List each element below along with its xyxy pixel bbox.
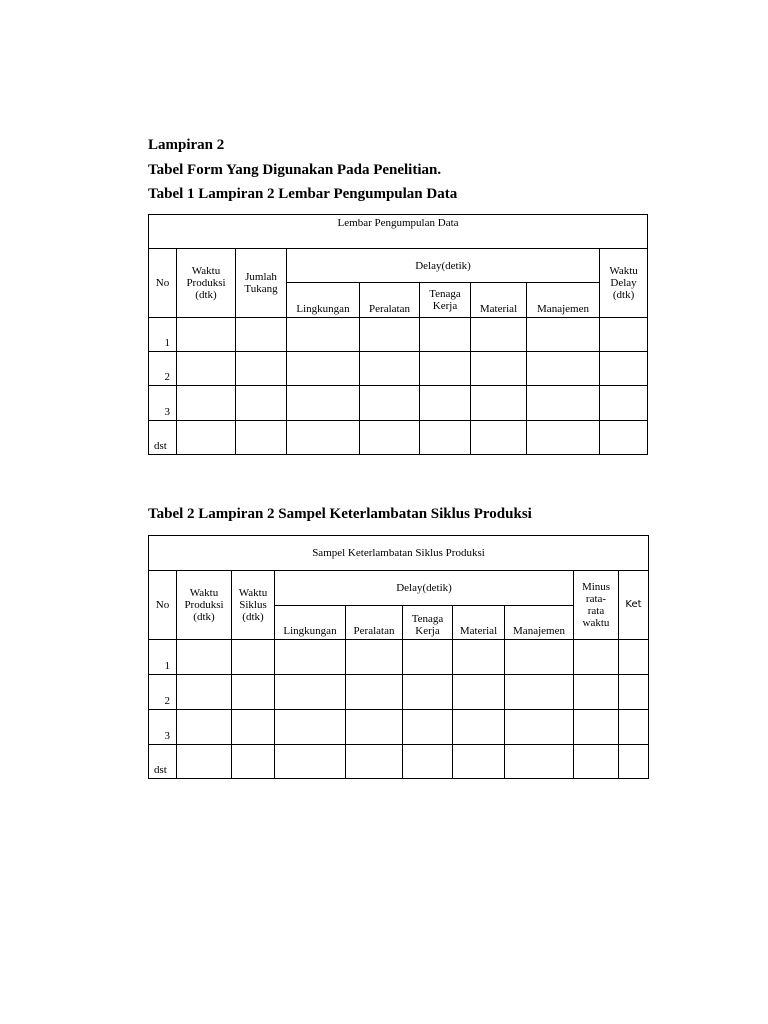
row-number: 2 — [149, 675, 177, 710]
cell — [471, 421, 527, 455]
cell — [177, 421, 236, 455]
cell — [177, 352, 236, 386]
table2-header-waktu-siklus — [232, 571, 275, 640]
cell — [471, 318, 527, 352]
cell — [574, 640, 619, 675]
cell — [287, 386, 360, 421]
cell — [236, 318, 287, 352]
cell — [177, 640, 232, 675]
cell — [403, 745, 453, 779]
cell — [360, 352, 420, 386]
cell — [505, 640, 574, 675]
cell — [453, 745, 505, 779]
header-line: Waktu — [189, 587, 219, 599]
cell — [420, 386, 471, 421]
cell — [600, 318, 648, 352]
cell — [420, 421, 471, 455]
table2-header-no: No — [149, 571, 177, 640]
cell — [287, 352, 360, 386]
table2-caption: Sampel Keterlambatan Siklus Produksi — [149, 536, 649, 571]
table1-header-peralatan: Peralatan — [360, 283, 420, 318]
cell — [619, 745, 649, 779]
header-line: Kerja — [432, 300, 458, 312]
cell — [574, 710, 619, 745]
cell — [420, 318, 471, 352]
table-row — [149, 352, 648, 386]
cell — [236, 421, 287, 455]
row-number: dst — [149, 745, 177, 779]
cell — [600, 421, 648, 455]
table1-title: Tabel 1 Lampiran 2 Lembar Pengumpulan Data — [148, 186, 458, 202]
table1-header-jumlah-tukang — [236, 249, 287, 318]
cell — [505, 675, 574, 710]
cell — [527, 421, 600, 455]
header-line: Waktu — [238, 587, 268, 599]
table-row — [149, 710, 649, 745]
cell — [346, 745, 403, 779]
cell — [346, 640, 403, 675]
header-line: (dtk) — [242, 611, 264, 623]
cell — [346, 675, 403, 710]
document-subtitle: Tabel Form Yang Digunakan Pada Penelitian. — [148, 162, 442, 178]
cell — [505, 710, 574, 745]
table-row — [149, 318, 648, 352]
table1-header-waktu-produksi — [177, 249, 236, 318]
cell — [177, 318, 236, 352]
header-line: Siklus — [239, 599, 267, 611]
cell — [287, 318, 360, 352]
cell — [403, 640, 453, 675]
table2-header-manajemen: Manajemen — [505, 606, 574, 640]
cell — [420, 352, 471, 386]
cell — [287, 421, 360, 455]
cell — [453, 675, 505, 710]
header-line: Tenaga — [411, 613, 444, 625]
cell — [574, 745, 619, 779]
cell — [360, 318, 420, 352]
cell — [232, 710, 275, 745]
cell — [527, 318, 600, 352]
header-line: Waktu — [191, 265, 221, 277]
table2-header-ket: Ket — [619, 571, 649, 640]
table1-header-material: Material — [471, 283, 527, 318]
table2-header-tenaga-kerja — [403, 606, 453, 640]
header-line: rata — [587, 605, 605, 617]
cell — [505, 745, 574, 779]
header-line: waktu — [582, 617, 610, 629]
table-row — [149, 745, 649, 779]
row-number: 1 — [149, 318, 177, 352]
cell — [403, 710, 453, 745]
table-row — [149, 640, 649, 675]
table-row — [149, 386, 648, 421]
header-line: Produksi — [184, 599, 224, 611]
cell — [275, 640, 346, 675]
cell — [619, 675, 649, 710]
cell — [619, 640, 649, 675]
header-line: rata- — [585, 593, 607, 605]
table1-header-tenaga-kerja — [420, 283, 471, 318]
table1-header-waktu-delay — [600, 249, 648, 318]
cell — [346, 710, 403, 745]
cell — [403, 675, 453, 710]
cell — [232, 640, 275, 675]
row-number: 3 — [149, 710, 177, 745]
cell — [236, 386, 287, 421]
cell — [177, 745, 232, 779]
table1-header-lingkungan: Lingkungan — [287, 283, 360, 318]
cell — [360, 421, 420, 455]
cell — [527, 386, 600, 421]
header-line: Kerja — [415, 625, 440, 637]
table2-header-peralatan: Peralatan — [346, 606, 403, 640]
table1-caption: Lembar Pengumpulan Data — [149, 215, 648, 249]
row-number: 1 — [149, 640, 177, 675]
cell — [177, 710, 232, 745]
table-row — [149, 421, 648, 455]
table2-header-delay: Delay(detik) — [275, 571, 574, 606]
header-line: Tukang — [244, 283, 278, 295]
header-line: Minus — [581, 581, 611, 593]
row-number: dst — [149, 421, 177, 455]
appendix-label: Lampiran 2 — [148, 137, 225, 153]
table2-header-waktu-produksi — [177, 571, 232, 640]
table2-header-lingkungan: Lingkungan — [275, 606, 346, 640]
cell — [275, 745, 346, 779]
cell — [527, 352, 600, 386]
cell — [471, 386, 527, 421]
header-line: Waktu — [609, 265, 638, 277]
cell — [232, 675, 275, 710]
cell — [600, 386, 648, 421]
cell — [232, 745, 275, 779]
data-collection-table — [148, 214, 648, 455]
header-line: Jumlah — [245, 271, 277, 283]
header-line: (dtk) — [193, 611, 215, 623]
table1-header-manajemen: Manajemen — [527, 283, 600, 318]
header-line: (dtk) — [195, 289, 217, 301]
cell — [177, 675, 232, 710]
cell — [574, 675, 619, 710]
row-number: 2 — [149, 352, 177, 386]
table1-header-delay: Delay(detik) — [287, 249, 600, 283]
cell — [236, 352, 287, 386]
table1-header-no: No — [149, 249, 177, 318]
header-line: Tenaga — [429, 288, 461, 300]
table2-title: Tabel 2 Lampiran 2 Sampel Keterlambatan Siklus Produksi — [148, 506, 532, 522]
cycle-delay-table — [148, 535, 649, 779]
cell — [453, 640, 505, 675]
header-line: (dtk) — [612, 289, 635, 301]
cell — [619, 710, 649, 745]
table-row — [149, 675, 649, 710]
cell — [471, 352, 527, 386]
table2-header-minus-rata-rata — [574, 571, 619, 640]
cell — [275, 675, 346, 710]
header-line: Delay — [610, 277, 637, 289]
row-number: 3 — [149, 386, 177, 421]
cell — [360, 386, 420, 421]
cell — [177, 386, 236, 421]
cell — [453, 710, 505, 745]
cell — [600, 352, 648, 386]
table2-header-material: Material — [453, 606, 505, 640]
cell — [275, 710, 346, 745]
header-line: Produksi — [186, 277, 226, 289]
